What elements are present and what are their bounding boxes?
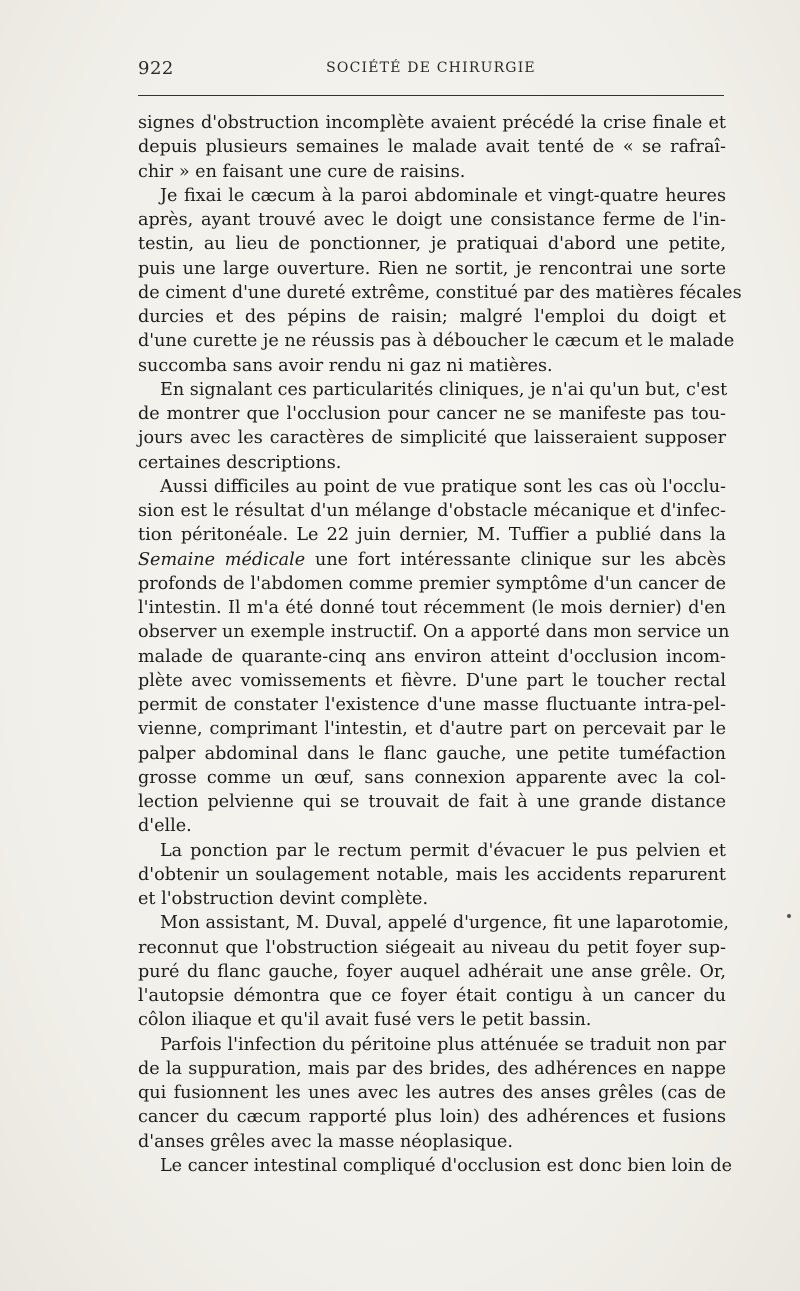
italic-title: Semaine médicale [138,549,306,570]
text-line: En signalant ces particularités cliniques, je n'ai qu'un but, c'est [160,379,728,400]
text-line: chir » en faisant une cure de raisins. [138,161,466,182]
body-text [138,111,742,1178]
text-line: cancer du cæcum rapporté plus loin) des adhérences et fusions [138,1107,726,1128]
running-head: SOCIÉTÉ DE CHIRURGIE [326,60,536,76]
text-line: palper abdominal dans le flanc gauche, une petite tuméfaction [138,743,726,764]
text-line: grosse comme un œuf, sans connexion apparente avec la col- [138,767,726,788]
text-line: jours avec les caractères de simplicité que laisseraient supposer [138,428,726,449]
text-line: d'anses grêles avec la masse néoplasique. [138,1131,513,1152]
text-line: l'intestin. Il m'a été donné tout récemment (le mois dernier) d'en [138,598,726,618]
page-number: 922 [138,58,174,79]
text-line: durcies et des pépins de raisin; malgré l'emploi du doigt et [138,307,726,327]
text-line: profonds de l'abdomen comme premier symptôme d'un cancer de [138,573,726,594]
text-line: côlon iliaque et qu'il avait fusé vers le petit bassin. [138,1010,592,1031]
text-line: depuis plusieurs semaines le malade avait tenté de « se rafraî- [138,137,726,158]
text-line: plète avec vomissements et fièvre. D'une part le toucher rectal [138,670,726,691]
text-line: La ponction par le rectum permit d'évacuer le pus pelvien et [160,840,726,861]
text-line: puré du flanc gauche, foyer auquel adhérait une anse grêle. Or, [138,961,726,982]
text-line [138,548,726,572]
text-line: de la suppuration, mais par des brides, des adhérences en nappe [138,1058,726,1079]
text-line: après, ayant trouvé avec le doigt une consistance ferme de l'in- [138,210,726,230]
text-line: tion péritonéale. Le 22 juin dernier, M. Tuffier a publié dans la [138,525,726,546]
text-line: sion est le résultat d'un mélange d'obstacle mécanique et d'infec- [138,501,726,521]
text-line: Parfois l'infection du péritoine plus atténuée se traduit non par [160,1034,726,1055]
text-line: de ciment d'une dureté extrême, constitué par des matières fécales [138,282,742,303]
text-line: certaines descriptions. [138,452,342,473]
text-line: et l'obstruction devint complète. [138,889,429,909]
text-line: succomba sans avoir rendu ni gaz ni matières. [138,355,553,376]
text-line: testin, au lieu de ponctionner, je pratiquai d'abord une petite, [138,234,726,255]
text-line: d'elle. [138,816,192,837]
text-line: d'obtenir un soulagement notable, mais les accidents reparurent [138,864,726,885]
text-line: permit de constater l'existence d'une masse fluctuante intra-pel- [138,695,726,715]
text-line: d'une curette je ne réussis pas à déboucher le cæcum et le malade [138,331,735,352]
text-line: Mon assistant, M. Duval, appelé d'urgence, fit une laparotomie, [160,913,730,934]
text-line: Le cancer intestinal compliqué d'occlusion est donc bien loin de [160,1155,733,1176]
text-line: Je fixai le cæcum à la paroi abdominale et vingt-quatre heures [160,185,726,206]
text-line: signes d'obstruction incomplète avaient précédé la crise finale et [138,113,726,133]
text-line: qui fusionnent les unes avec les autres des anses grêles (cas de [138,1083,726,1103]
text-line: Aussi difficiles au point de vue pratique sont les cas où l'occlu- [160,476,726,497]
print-speck [787,914,791,918]
text-line: observer un exemple instructif. On a apporté dans mon service un [138,622,730,643]
text-line: malade de quarante-cinq ans environ atteint d'occlusion incom- [138,646,726,667]
text-line: l'autopsie démontra que ce foyer était contigu à un cancer du [138,986,726,1006]
text-line: lection pelvienne qui se trouvait de fait à une grande distance [138,792,726,812]
text-line-rest: une fort intéressante clinique sur les abcès [314,549,727,570]
page-header [138,58,724,84]
text-line: puis une large ouverture. Rien ne sortit, je rencontrai une sorte [138,258,726,279]
text-line: de montrer que l'occlusion pour cancer ne se manifeste pas tou- [138,404,726,424]
header-rule [138,95,724,96]
text-line: vienne, comprimant l'intestin, et d'autre part on percevait par le [138,719,726,740]
text-line: reconnut que l'obstruction siégeait au niveau du petit foyer sup- [138,937,726,958]
